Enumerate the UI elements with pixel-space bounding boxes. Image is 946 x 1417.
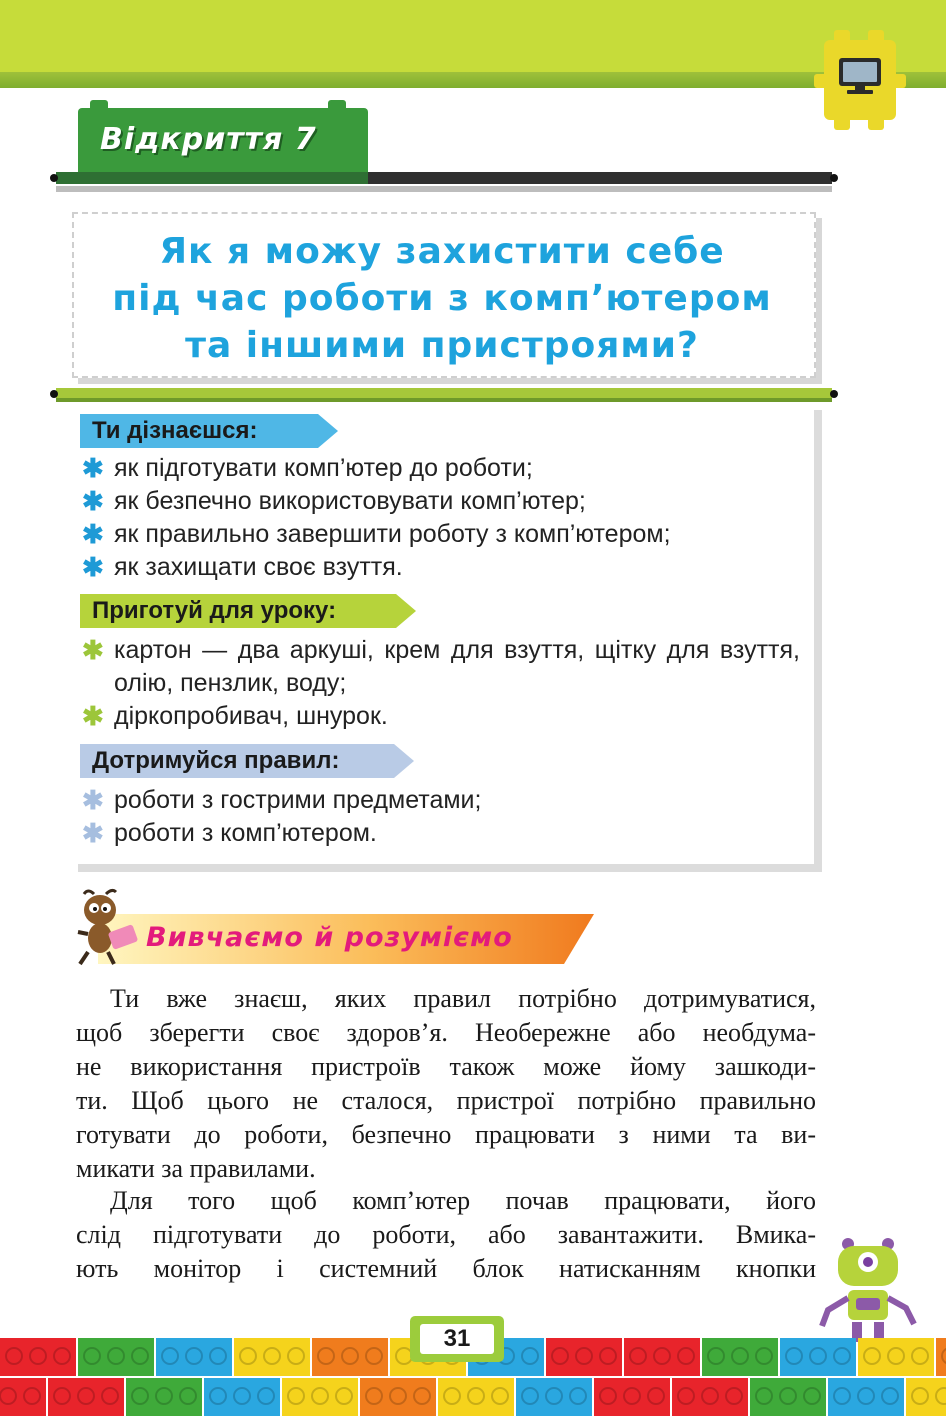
list-item: ✱ діркопробивач, шнурок. bbox=[82, 701, 388, 731]
rule-end-left bbox=[50, 390, 58, 398]
asterisk-icon: ✱ bbox=[82, 486, 104, 516]
rules-label-text: Дотримуйся правил: bbox=[92, 747, 340, 774]
discovery-title: Відкриття 7 bbox=[100, 122, 317, 157]
text-line: Для того щоб комп’ютер почав працювати, його bbox=[110, 1186, 816, 1215]
prepare-list bbox=[80, 634, 800, 733]
list-item: ✱ роботи з гострими предметами; bbox=[82, 785, 482, 815]
text-line: Ти вже знаєш, яких правил потрібно дотримуватися, bbox=[110, 984, 816, 1013]
text-line: ють монітор і системний блок натисканням кнопки bbox=[76, 1254, 816, 1283]
top-band-edge bbox=[0, 72, 946, 88]
list-item: ✱ як захищати своє взуття. bbox=[82, 552, 403, 582]
question-line: та іншими пристроями? bbox=[185, 325, 699, 366]
ant-mascot-icon bbox=[74, 888, 146, 968]
asterisk-icon: ✱ bbox=[82, 701, 104, 731]
asterisk-icon: ✱ bbox=[82, 635, 104, 665]
page-number-badge bbox=[410, 1306, 504, 1366]
asterisk-icon: ✱ bbox=[82, 818, 104, 848]
question-line: Як я можу захистити себе bbox=[159, 231, 725, 272]
rule-end-left bbox=[50, 174, 58, 182]
robot-mascot-icon bbox=[818, 1236, 918, 1346]
body-paragraph bbox=[76, 982, 816, 1186]
list-item: ✱ як підготувати комп’ютер до роботи; bbox=[82, 453, 533, 483]
monitor-icon bbox=[836, 56, 884, 96]
text-line: слід підготувати до роботи, або завантажити. Вмика- bbox=[76, 1220, 816, 1249]
asterisk-icon: ✱ bbox=[82, 453, 104, 483]
header-rule-shadow bbox=[56, 186, 832, 192]
learn-list bbox=[80, 452, 800, 584]
text-line: микати за правилами. bbox=[76, 1154, 316, 1183]
prepare-label-text: Приготуй для уроку: bbox=[92, 597, 337, 624]
text-line: не використання пристроїв також може йому зашкоди- bbox=[76, 1052, 816, 1081]
study-title: Вивчаємо й розуміємо bbox=[146, 922, 513, 953]
question-line: під час роботи з комп’ютером bbox=[112, 278, 772, 319]
rule-end-right bbox=[830, 174, 838, 182]
list-item: ✱ роботи з комп’ютером. bbox=[82, 818, 377, 848]
page-number: 31 bbox=[443, 1325, 471, 1352]
learn-label-text: Ти дізнаєшся: bbox=[92, 417, 258, 444]
text-line: ти. Щоб цього не сталося, пристрої потрібно правильно bbox=[76, 1086, 816, 1115]
body-paragraph bbox=[76, 1184, 816, 1286]
list-item: ✱ як правильно завершити роботу з комп’ютером; bbox=[82, 519, 671, 549]
rules-list bbox=[80, 784, 800, 850]
section-rule bbox=[56, 388, 832, 398]
list-item: ✱ картон — два аркуші, крем для взуття, щітку для взуття, олію, пензлик, воду; bbox=[82, 635, 800, 697]
text-line: щоб зберегти своє здоров’я. Необережне або необдума- bbox=[76, 1018, 816, 1047]
header-rule-accent bbox=[56, 172, 368, 184]
rules-label bbox=[80, 744, 394, 778]
corner-badge bbox=[814, 30, 906, 130]
text-line: готувати до роботи, безпечно працювати з ними та ви- bbox=[76, 1120, 816, 1149]
top-band bbox=[0, 0, 946, 72]
asterisk-icon: ✱ bbox=[82, 552, 104, 582]
list-item: ✱ як безпечно використовувати комп’ютер; bbox=[82, 486, 586, 516]
question-heading bbox=[72, 228, 812, 369]
learn-label bbox=[80, 414, 318, 448]
asterisk-icon: ✱ bbox=[82, 519, 104, 549]
asterisk-icon: ✱ bbox=[82, 785, 104, 815]
rule-end-right bbox=[830, 390, 838, 398]
prepare-label bbox=[80, 594, 396, 628]
